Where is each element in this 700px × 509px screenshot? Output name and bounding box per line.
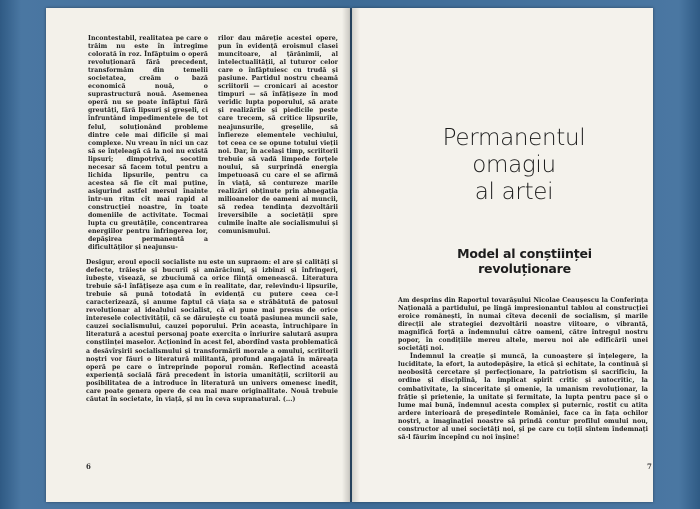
- right-page: [352, 8, 653, 502]
- left-page-number: 6: [86, 462, 91, 471]
- article-paragraph-2: Îndemnul la creație și muncă, la cunoaștere și înțelegere, la luciditate, la efort, la autodepășire, la etică și echitate, la continuă și neobosită cercetare și perfecționare, la patriotism și sacrificiu, la ordine și disciplină, la implicat spirit critic și autocritic, la combativitate, la sinceritate și omenie, la umanism revoluționar, la frăție și prietenie, la unitate și fermitate, la lupta pentru pace și o lume mai bună, îndemnul acesta complex și puternic, rostit cu atita ardere interioară de președintele României, face ca în fața ochilor noștri, a imaginației noastre să prindă contur profilul omului nou, constructor al unei societăți noi, și pe care cu toții sîntem îndemnați să-l făurim începînd cu noi înșine!: [398, 353, 648, 441]
- article-paragraph-1: Am desprins din Raportul tovarășului Nicolae Ceaușescu la Conferința Națională a partidului, pe lingă impresionantul tablou al construcției eroice românești, în numai cîteva decenii de socialism, și marile direcții ale strategiei dezvoltării noastre viitoare, o vibrantă, magnifică forță a îndemnului către oameni, către întregul nostru popor, în condițiile mereu altele, mereu noi ale edificării unei societăți noi.: [398, 297, 648, 353]
- left-page: [46, 8, 350, 502]
- article-subtitle: Model al conștiinței revoluționare: [457, 246, 592, 276]
- article-body: [398, 297, 648, 442]
- right-page-number: 7: [647, 462, 652, 471]
- left-column-a: Incontestabil, realitatea pe care o trăim nu este în întregime colorată în roz. Înfăptuim o operă revoluționară fără precedent, transformăm din temelii societatea, creăm o bază economică nouă, o suprastructură nouă. Asemenea operă nu se poate înfăptui fără greutăți, fără lipsuri și greșeli, ci înfruntând impedimentele de tot felul, soluționând probleme dintre cele mai dificile și mai complexe. Nu vreau în nici un caz să se înțeleagă că la noi nu există lipsuri; dimpotrivă, socotim necesar să facem totul pentru a lichida lipsurile, pentru ca acestea să fie cît mai puține, asigurind astfel mersul înainte într-un ritm cît mai rapid al construcției noastre, în toate domeniile de activitate. Tocmai lupta cu greutățile, concentrarea energiilor pentru înfringerea lor, depășirea permanentă a dificultăților și neajunsu-: [88, 35, 208, 252]
- article-title: [404, 125, 624, 206]
- left-column-c: Desigur, eroul epocii socialiste nu este un supraom: el are și calități și defecte, trăiește și bucurii și amărăciuni, și izbinzi și înfringeri, iubește, visează, se zbuciumă ca orice ființă omenească. Literatura trebuie să-l înfățișeze așa cum e în realitate, dar, relevindu-i lipsurile, trebuie să pună totodată în evidență cu putere ceea ce-l caracterizează, și anume faptul că viața sa e străbătută de patosul revoluționar al idealului socialist, că el pune mai presus de orice interesele colectivității, că se dăruiește cu toată pasiunea muncii sale, cauzei socialismului, cauzei poporului. Prin aceasta, întruchipare în literatură a acestui personaj poate exercita o înriurire salutară asupra conștiinței maselor. Acționind în acest fel, abordînd vasta problematică a desăvîrșirii socialismului și transformării morale a omului, scriitorii noștri vor făuri o literatură militantă, profund angajată în măreața operă pe care o întreprinde poporul român. Reflectind această experiență socială fără precedent în istoria umanității, scriitorii au posibilitatea de a introduce în literatură un univers omenesc inedit, care poate genera opere de cea mai mare originalitate. Nouă trebuie căutat în societate, în viață, și nu în ceva supranatural. (...): [86, 259, 338, 403]
- title-line-2: al artei: [474, 179, 554, 205]
- left-column-b: rilor dau măreție acestei opere, pun în evidență eroismul clasei muncitoare, al țărănimii, al intelectualității, al tuturor celor care o înfăptuiesc cu trudă și pasiune. Partidul nostru cheamă scriitorii — cronicari ai acestor timpuri — să înfățișeze în mod veridic lupta poporului, să arate și realizările și piedicile peste care trecem, să critice lipsurile, neajunsurile, greșelile, să înfiereze elementele vechiului, tot ceea ce se opune totului vieții noi. Dar, în același timp, scriitorii trebuie să vadă limpede forțele noului, să surprindă energia impetuoasă cu care el se afirmă în viață, să contureze marile realizări obținute prin abnegația milioanelor de oameni ai muncii, să redea tendința dezvoltării ireversibile a societății spre culmile înalte ale socialismului și comunismului.: [218, 35, 338, 236]
- title-line-1: Permanentul omagiu: [442, 125, 586, 178]
